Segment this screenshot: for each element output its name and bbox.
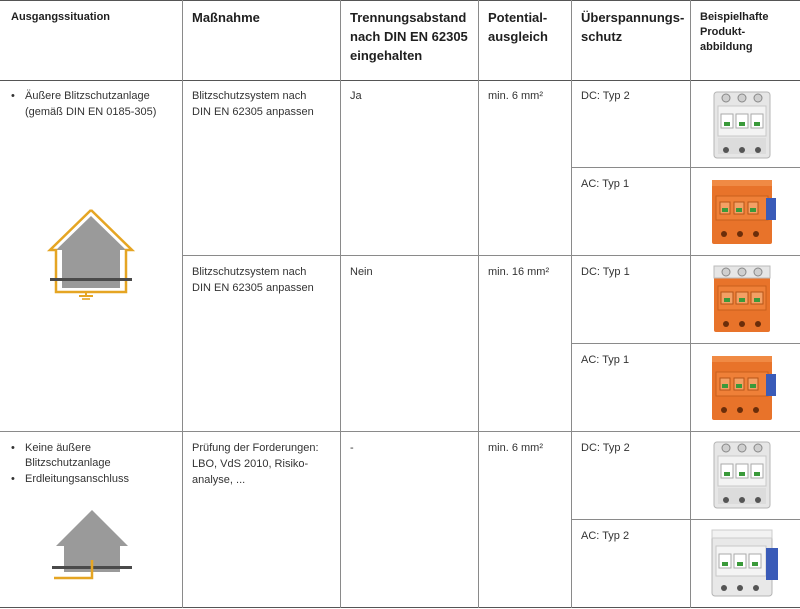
equipotential-value: min. 6 mm² bbox=[488, 90, 543, 102]
header-potentialausgleich: Potential- ausgleich bbox=[488, 10, 548, 44]
header-trennungsabstand: Trennungsabstand nach DIN EN 62305 eingehalten bbox=[350, 10, 468, 63]
orange-type1-arrester-image bbox=[710, 352, 780, 424]
header-ausgangssituation: Ausgangssituation bbox=[11, 11, 111, 23]
separation-value: Nein bbox=[350, 266, 373, 278]
equipotential-value: min. 6 mm² bbox=[488, 442, 543, 454]
grey-type2-ac-arrester-image bbox=[710, 526, 780, 600]
header-produktabbildung: Beispielhafte Produkt- abbildung bbox=[700, 11, 769, 53]
protection-label: AC: Typ 1 bbox=[581, 354, 630, 366]
equipotential-value: min. 16 mm² bbox=[488, 266, 550, 278]
situation-text: (gemäß DIN EN 0185-305) bbox=[25, 106, 157, 118]
separation-value: Ja bbox=[350, 90, 362, 102]
protection-label: AC: Typ 2 bbox=[581, 530, 630, 542]
header-massnahme: Maßnahme bbox=[192, 10, 260, 25]
grey-type2-arrester-image bbox=[712, 438, 772, 512]
situation-bullet: • Keine äußere bbox=[11, 442, 92, 454]
situation-bullet: • Erdleitungsanschluss bbox=[11, 473, 129, 485]
measure-text: Blitzschutzsystem nach DIN EN 62305 anpassen bbox=[192, 266, 314, 294]
protection-label: DC: Typ 2 bbox=[581, 442, 630, 454]
orange-type1-arrester-image bbox=[710, 176, 780, 248]
header-ueberspannungsschutz: Überspannungs- schutz bbox=[581, 10, 685, 44]
protection-label: DC: Typ 1 bbox=[581, 266, 630, 278]
situation-text: Blitzschutzanlage bbox=[25, 457, 111, 469]
house-with-lightning-protection-icon bbox=[46, 208, 136, 300]
protection-label: DC: Typ 2 bbox=[581, 90, 630, 102]
measure-text: Prüfung der Forderungen: LBO, VdS 2010, Risiko- analyse, ... bbox=[192, 442, 319, 486]
situation-bullet: • Äußere Blitzschutzanlage bbox=[11, 90, 150, 102]
house-with-earth-connection-icon bbox=[52, 508, 132, 580]
separation-value: - bbox=[350, 442, 354, 454]
measure-text: Blitzschutzsystem nach DIN EN 62305 anpassen bbox=[192, 90, 314, 118]
protection-label: AC: Typ 1 bbox=[581, 178, 630, 190]
grey-type2-arrester-image bbox=[712, 88, 772, 162]
orange-type1-dc-arrester-image bbox=[712, 262, 772, 336]
